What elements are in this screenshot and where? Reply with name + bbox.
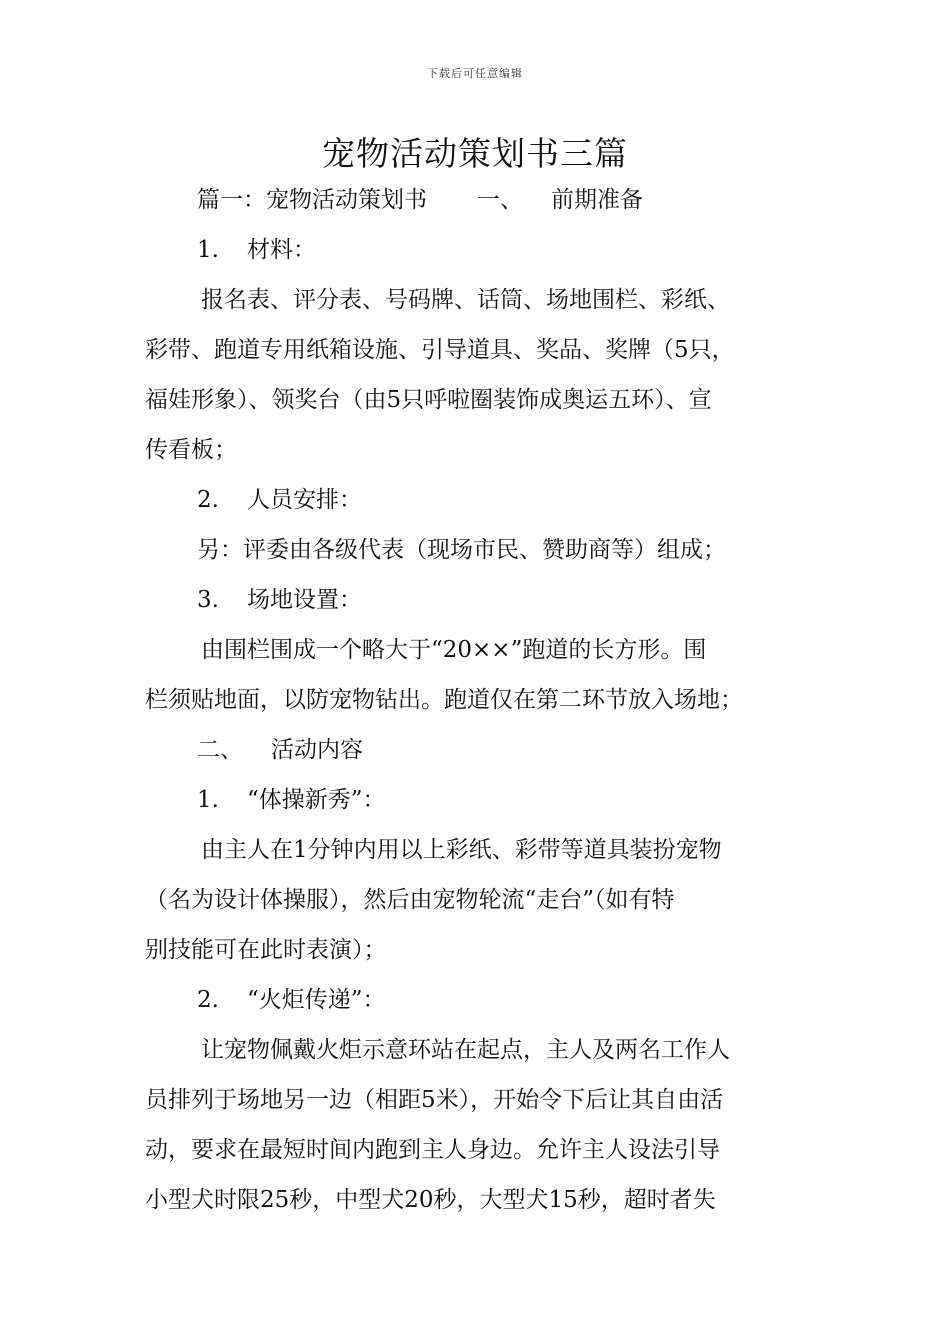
section-heading-materials — [145, 225, 809, 275]
section-label: 场地设置： — [246, 587, 362, 613]
section-number: 3. — [197, 587, 219, 613]
paragraph-line: 传看板； — [145, 437, 237, 463]
section-label: “体操新秀”： — [246, 787, 386, 813]
part-two-heading — [145, 725, 809, 775]
paragraph-line: 福娃形象）、领奖台（由5只呼啦圈装饰成奥运五环）、宣 — [145, 387, 712, 413]
paragraph-line: （名为设计体操服），然后由宠物轮流“走台”（如有特 — [145, 887, 675, 913]
part-heading-left: 篇一：宠物活动策划书 — [197, 187, 427, 213]
paragraph-line: 彩带、跑道专用纸箱设施、引导道具、奖品、奖牌（5只， — [145, 337, 735, 363]
paragraph-line: 小型犬时限25秒，中型犬20秒，大型犬15秒，超时者失 — [145, 1187, 716, 1213]
activity-heading-gymnastics — [145, 775, 809, 825]
section-number: 1. — [197, 787, 219, 813]
section-label: 人员安排： — [246, 487, 362, 513]
document-body — [145, 175, 809, 1225]
part-number: 二、 — [197, 737, 243, 763]
part-label: 活动内容 — [271, 737, 363, 763]
document-title: 宠物活动策划书三篇 — [322, 134, 628, 173]
part-heading-text: 前期准备 — [551, 187, 643, 213]
paragraph-line: 栏须贴地面，以防宠物钻出。跑道仅在第二环节放入场地； — [145, 687, 743, 713]
paragraph-line: 别技能可在此时表演）； — [145, 937, 387, 963]
part-heading — [145, 175, 809, 225]
paragraph-line: 由主人在1分钟内用以上彩纸、彩带等道具装扮宠物 — [201, 837, 722, 863]
part-heading-num: 一、 — [477, 187, 523, 213]
header-note: 下载后可任意编辑 — [427, 67, 523, 80]
paragraph-line: 员排列于场地另一边（相距5米），开始令下后让其自由活 — [145, 1087, 724, 1113]
section-number: 1. — [197, 237, 219, 263]
paragraph-line: 另：评委由各级代表（现场市民、赞助商等）组成； — [197, 537, 726, 563]
activity-heading-torch — [145, 975, 809, 1025]
section-heading-staff — [145, 475, 809, 525]
paragraph-line: 由围栏围成一个略大于“20××”跑道的长方形。围 — [201, 637, 707, 663]
paragraph-line: 让宠物佩戴火炬示意环站在起点，主人及两名工作人 — [201, 1037, 730, 1063]
section-heading-venue — [145, 575, 809, 625]
paragraph-line: 报名表、评分表、号码牌、话筒、场地围栏、彩纸、 — [201, 287, 730, 313]
section-number: 2. — [197, 487, 219, 513]
paragraph-line: 动，要求在最短时间内跑到主人身边。允许主人设法引导 — [145, 1137, 720, 1163]
section-label: 材料： — [246, 237, 316, 263]
section-number: 2. — [197, 987, 219, 1013]
section-label: “火炬传递”： — [246, 987, 386, 1013]
